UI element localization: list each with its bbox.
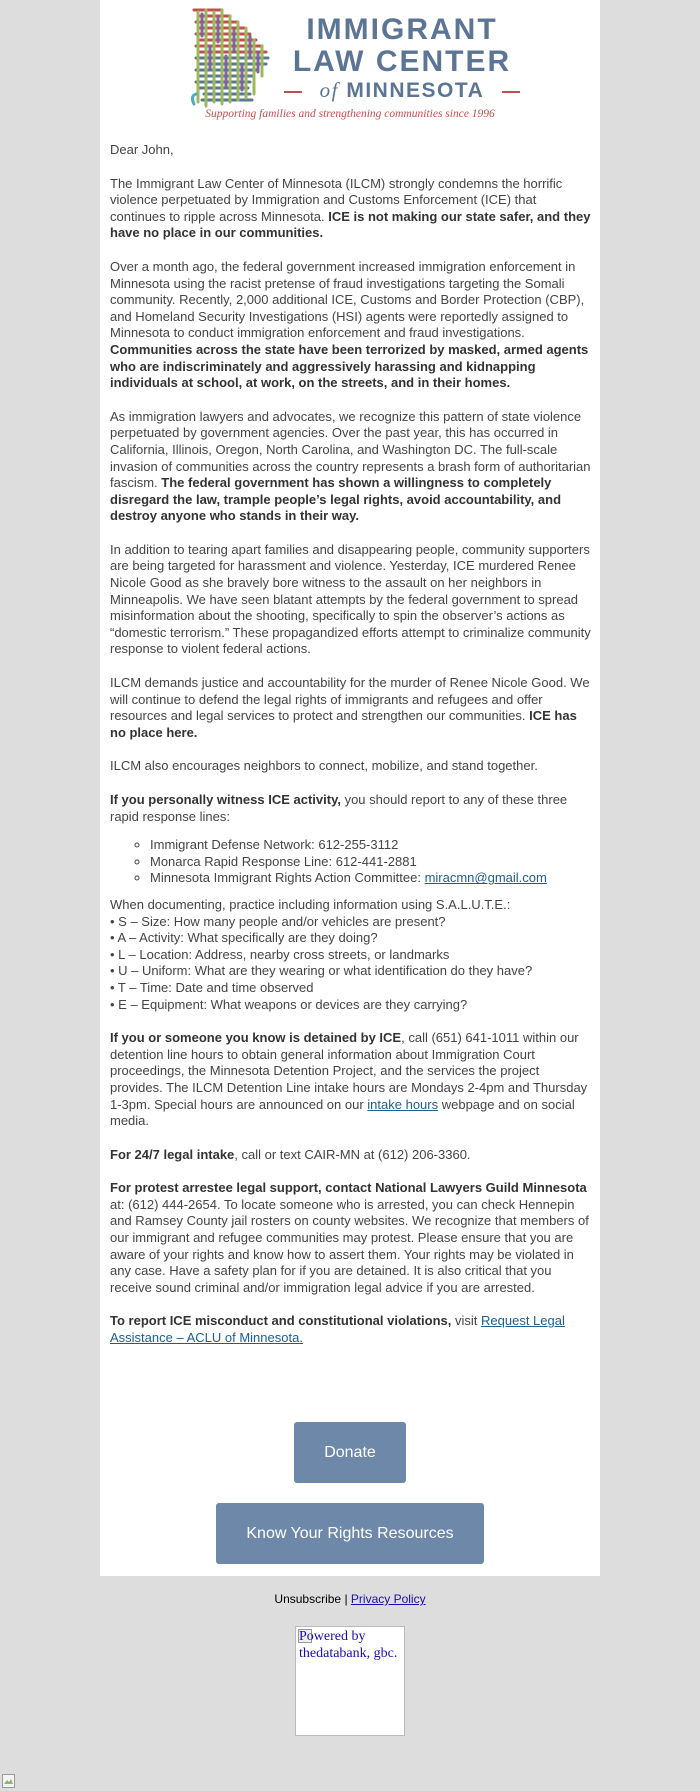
logo-tagline: Supporting families and strengthening communities since 1996 bbox=[205, 108, 495, 120]
donate-button[interactable]: Donate bbox=[294, 1422, 406, 1483]
know-your-rights-button[interactable]: Know Your Rights Resources bbox=[216, 1503, 484, 1564]
greeting: Dear John, bbox=[110, 142, 174, 157]
paragraph-targeted: In addition to tearing apart families and disappearing people, community supporters are being targeted for harassment and violence. Yesterday, ICE murdered Renee Nicole Good as she bravely bore witness to the assault on her neighbors in Minneapolis. We have seen blatant attempts by the federal government to spread misinformation about the shooting, specifically to spin the observer’s actions as “domestic terrorism.” These propagandized efforts attempt to criminalize community response to violent federal actions. bbox=[110, 541, 591, 657]
paragraph-demands: ILCM demands justice and accountability for the murder of Renee Nicole Good. We will continue to defend the legal rights of immigrants and refugees and offer resources and legal services to protect and strengthen our communities. ICE has no place here. bbox=[110, 675, 590, 740]
logo-rule-right bbox=[502, 91, 520, 93]
aclu-link[interactable]: Request Legal Assistance – ACLU of Minnesota. bbox=[110, 1313, 565, 1346]
intake-hours-link[interactable]: intake hours bbox=[367, 1096, 439, 1112]
miracmn-email-link[interactable]: miracmn@gmail.com bbox=[424, 870, 547, 886]
broken-image-icon bbox=[2, 1774, 15, 1788]
email-body bbox=[110, 142, 592, 1364]
email-footer: Unsubscribe | Privacy Policy bbox=[274, 1592, 426, 1606]
paragraph-condemn: The Immigrant Law Center of Minnesota (ILCM) strongly condemns the horrific violence perpetuated by Immigration and Customs Enforcement (ICE) that continues to ripple across Minnesota. ICE is not making our state safer, and they have no place in our communities. bbox=[110, 175, 591, 241]
rapid-response-list bbox=[110, 837, 592, 887]
email-card bbox=[100, 0, 600, 1576]
powered-by-alt-text: Powered by thedatabank, gbc. bbox=[299, 1629, 398, 1661]
paragraph-legal-intake: For 24/7 legal intake, call or text CAIR-MN at (612) 206-3360. bbox=[110, 1146, 471, 1162]
privacy-policy-link[interactable]: Privacy Policy bbox=[350, 1592, 426, 1606]
list-item: ◦ Minnesota Immigrant Rights Action Committee: miracmn@gmail.com bbox=[150, 870, 592, 887]
paragraph-pattern: As immigration lawyers and advocates, we recognize this pattern of state violence perpetuated by government agencies. Over the past year, this has occurred in California, Illinois, Oregon, North Carolina, and Washington DC. The full-scale invasion of communities across the country represents a brash form of authoritarian fascism. The federal government has shown a willingness to completely disregard the law, trample people’s legal rights, avoid accountability, and destroy anyone who stands in their way. bbox=[110, 408, 591, 524]
logo-of-minnesota bbox=[282, 76, 522, 108]
paragraph-enforcement: Over a month ago, the federal government increased immigration enforcement in Minnesota using the racist pretense of fraud investigations targeting the Somali community. Recently, 2,000 additional ICE, Customs and Border Protection (CBP), and Homeland Security Investigations (HSI) agents were reportedly assigned to Minnesota to conduct immigration enforcement and fraud investigations. Communities across the state have been terrorized by masked, armed agents who are indiscriminately and aggressively harassing and kidnapping individuals at school, at work, on the streets, and in their homes. bbox=[110, 258, 589, 391]
logo-wordmark bbox=[282, 14, 522, 78]
list-item: ◦ Monarca Rapid Response Line: 612-441-2881 bbox=[150, 854, 592, 871]
paragraph-arrestee: For protest arrestee legal support, contact National Lawyers Guild Minnesota at: (612) 444-2654. To locate someone who is arrested, you can check Hennepin and Ramsey County jail rosters on county websites. We recognize that members of our immigrant and refugee communities may protest. Please ensure that you are aware of your rights and know how to assert them. Your rights may be violated in any case. Have a safety plan for if you are detained. It is also critical that you receive sound criminal and/or immigration legal advice if you are arrested. bbox=[110, 1180, 589, 1295]
logo-line-2: LAW CENTER bbox=[292, 45, 512, 78]
powered-by-badge[interactable] bbox=[295, 1626, 405, 1736]
paragraph-detained: If you or someone you know is detained by ICE, call (651) 641-1011 within our detention line hours to obtain general information about Immigration Court proceedings, the Minnesota Detention Project, and the services the project provides. The ILCM Detention Line intake hours are Mondays 2-4pm and Thursday 1-3pm. Special hours are announced on our intake hours webpage and on social media. bbox=[110, 1030, 588, 1129]
logo-line-1: IMMIGRANT bbox=[306, 13, 498, 46]
list-item: ◦ Immigrant Defense Network: 612-255-3112 bbox=[150, 837, 592, 854]
paragraph-report: To report ICE misconduct and constitutional violations, visit Request Legal Assistance – ACLU of Minnesota. bbox=[110, 1313, 565, 1346]
paragraph-witness: If you personally witness ICE activity, you should report to any of these three rapid response lines: bbox=[110, 792, 568, 824]
logo-line-3: MINNESOTA bbox=[346, 79, 485, 102]
logo-of-word: of bbox=[319, 78, 340, 102]
unsubscribe-text[interactable]: Unsubscribe bbox=[274, 1592, 342, 1606]
paragraph-mobilize: ILCM also encourages neighbors to connect, mobilize, and stand together. bbox=[110, 758, 538, 774]
minnesota-map-logo-icon bbox=[188, 6, 274, 110]
ilcm-logo[interactable] bbox=[100, 4, 600, 124]
salute-block: When documenting, practice including information using S.A.L.U.T.E.: • S – Size: How many people and/or vehicles are present? • A – Activity: What specifically are they doing? • L – Location: Address, nearby cross streets, or landmarks • U – Uniform: What are they wearing or what identification do they have? • T – Time: Date and time observed • E – Equipment: What weapons or devices are they carrying? bbox=[110, 896, 533, 1012]
